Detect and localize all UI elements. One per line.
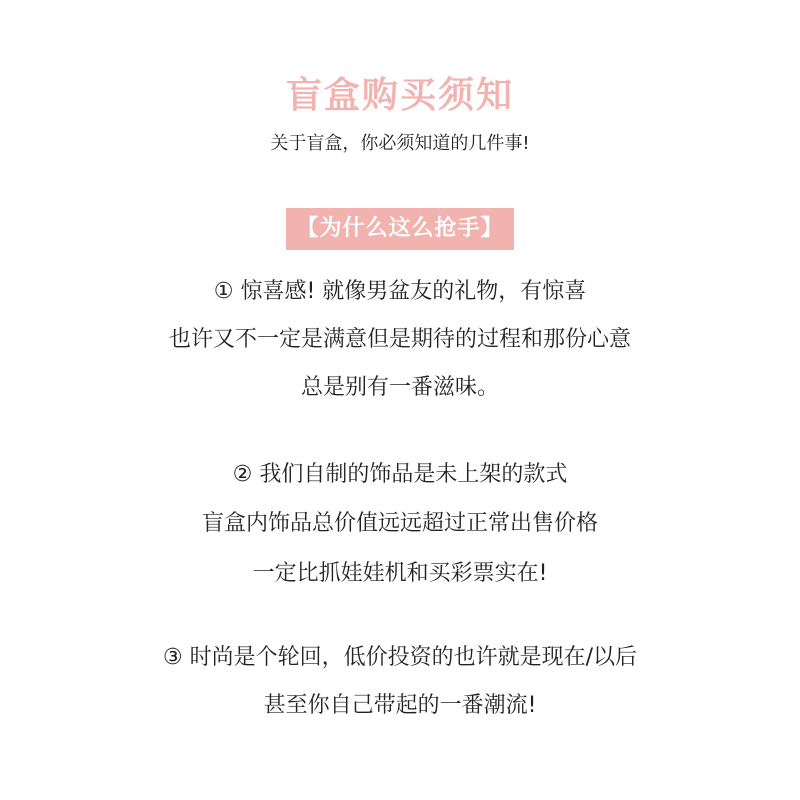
page-title: 盲盒购买须知 [285, 75, 514, 116]
point-1-line-3: 总是别有一番滋味。 [300, 375, 499, 400]
section-label-badge: 【为什么这么抢手】 [286, 208, 513, 250]
point-2-line-2: 盲盒内饰品总价值远远超过正常出售价格 [201, 511, 598, 536]
point-2-line-3: 一定比抓娃娃机和买彩票实在! [252, 561, 548, 586]
point-1-line-1: ① 惊喜感! 就像男盆友的礼物，有惊喜 [213, 279, 587, 304]
point-3-line-1: ③ 时尚是个轮回，低价投资的也许就是现在/以后 [162, 645, 638, 670]
page-subtitle: 关于盲盒，你必须知道的几件事! [270, 133, 530, 154]
section-label-wrap [0, 208, 800, 250]
point-1-line-2: 也许又不一定是满意但是期待的过程和那份心意 [168, 327, 631, 352]
point-2-line-1: ② 我们自制的饰品是未上架的款式 [232, 462, 568, 487]
point-3-line-2: 甚至你自己带起的一番潮流! [263, 693, 537, 718]
